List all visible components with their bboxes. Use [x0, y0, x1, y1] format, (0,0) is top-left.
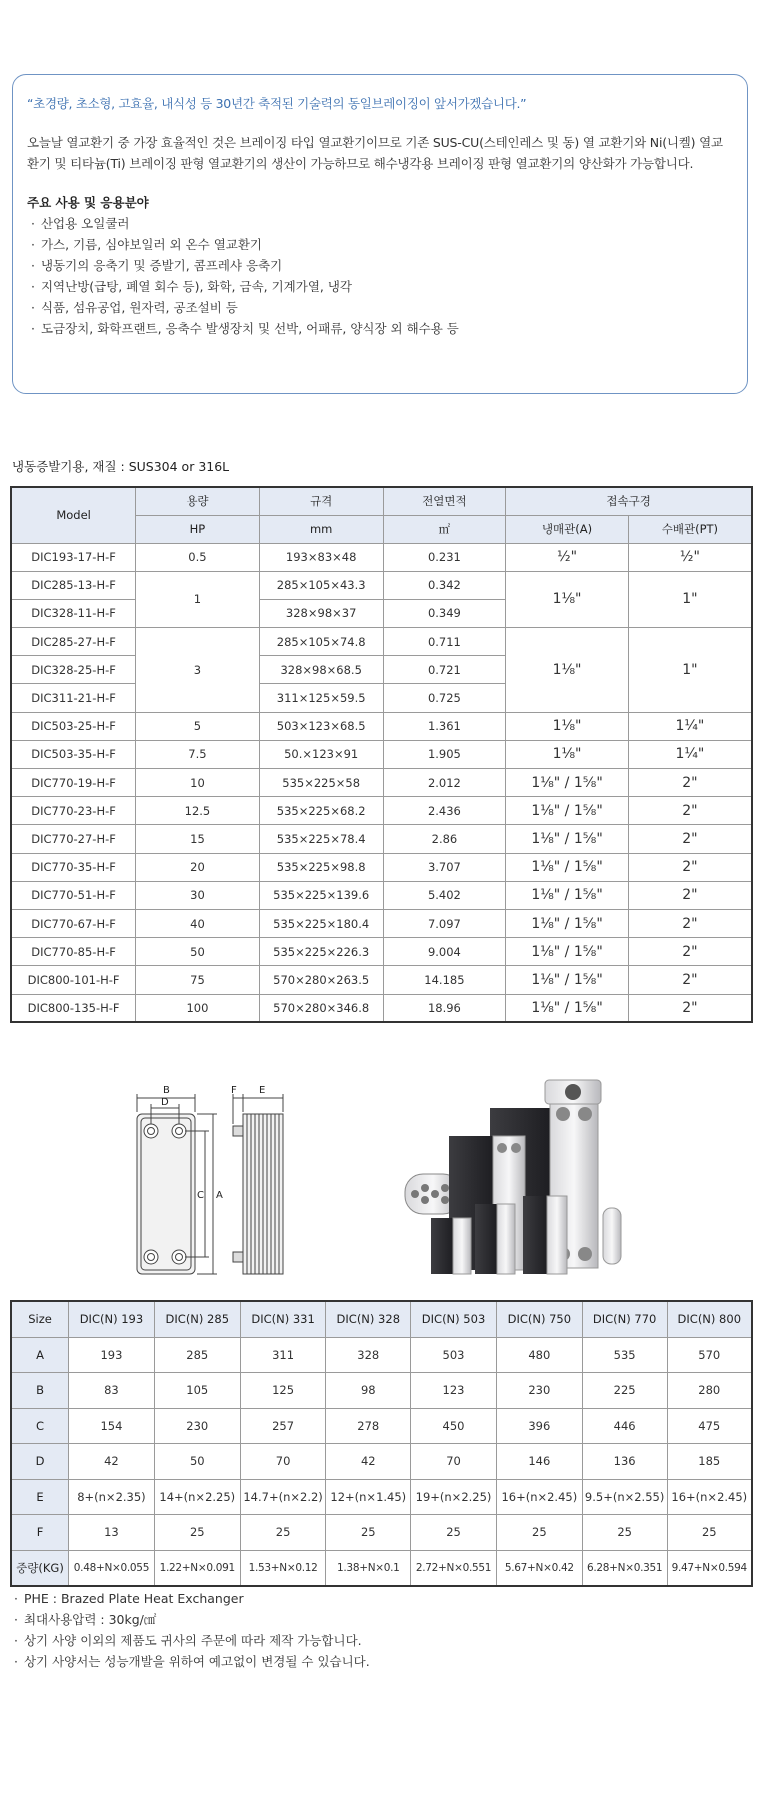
hp-cell: 10: [136, 769, 260, 797]
header-area-unit: ㎡: [383, 515, 506, 543]
size-cell: 9.5+(n×2.55): [582, 1479, 667, 1515]
refrigerant-cell: 1⅛" / 1⅝": [506, 994, 629, 1022]
size-column-header: DIC(N) 331: [240, 1301, 326, 1337]
size-cell: 14.7+(n×2.2): [240, 1479, 326, 1515]
refrigerant-cell: 1⅛": [506, 712, 629, 740]
area-cell: 9.004: [383, 938, 506, 966]
spec-caption: 냉동증발기용, 재질 : SUS304 or 316L: [12, 459, 230, 474]
diagram-label-c: C: [197, 1190, 204, 1201]
uses-item: · 가스, 기름, 심야보일러 외 온수 열교환기: [27, 234, 733, 255]
size-cell: 136: [582, 1444, 667, 1480]
water-cell: 2": [628, 966, 752, 994]
table-row: [11, 994, 752, 1022]
size-cell: 570×280×346.8: [259, 994, 383, 1022]
note-item: · 최대사용압력 : 30kg/㎠: [14, 1609, 370, 1630]
area-cell: 3.707: [383, 853, 506, 881]
model-cell: DIC770-67-H-F: [11, 909, 136, 937]
size-cell: 105: [154, 1373, 240, 1409]
size-cell: 25: [240, 1515, 326, 1551]
size-cell: 70: [411, 1444, 497, 1480]
area-cell: 1.361: [383, 712, 506, 740]
header-dimension: 규격: [259, 487, 383, 515]
size-cell: 285: [154, 1337, 240, 1373]
size-cell: 25: [326, 1515, 411, 1551]
model-cell: DIC311-21-H-F: [11, 684, 136, 712]
table-row: [11, 1408, 752, 1444]
uses-item: · 도금장치, 화학프랜트, 응축수 발생장치 및 선박, 어패류, 양식장 외 해수용 등: [27, 318, 733, 339]
size-cell: 25: [496, 1515, 582, 1551]
note-item: · 상기 사양서는 성능개발을 위하여 예고없이 변경될 수 있습니다.: [14, 1651, 370, 1672]
weight-cell: 1.38+N×0.1: [326, 1550, 411, 1586]
area-cell: 0.725: [383, 684, 506, 712]
table-row: [11, 966, 752, 994]
size-cell: 503: [411, 1337, 497, 1373]
water-cell: 2": [628, 909, 752, 937]
refrigerant-cell: 1⅛" / 1⅝": [506, 797, 629, 825]
model-cell: DIC770-35-H-F: [11, 853, 136, 881]
size-cell: 535×225×139.6: [259, 881, 383, 909]
size-cell: 535×225×68.2: [259, 797, 383, 825]
header-dimension-unit: mm: [259, 515, 383, 543]
size-cell: 230: [496, 1373, 582, 1409]
area-cell: 14.185: [383, 966, 506, 994]
water-cell: 2": [628, 853, 752, 881]
hp-cell: 3: [136, 628, 260, 713]
area-cell: 18.96: [383, 994, 506, 1022]
intro-body: 오늘날 열교환기 중 가장 효율적인 것은 브레이징 타입 열교환기이므로 기존 SUS-CU(스테인레스 및 동) 열 교환기와 Ni(니켈) 열교환기 및 티타늄(Ti) 브레이징 판형 열교환기의 생산이 가능하므로 해수냉각용 브레이징 판형 열교환기의 양산화가 가능합니다.: [27, 135, 723, 171]
refrigerant-cell: ½": [506, 543, 629, 571]
row-label: E: [11, 1479, 69, 1515]
size-cell: 311: [240, 1337, 326, 1373]
size-cell: 285×105×74.8: [259, 628, 383, 656]
header-water: 수배관(PT): [628, 515, 752, 543]
header-capacity-unit: HP: [136, 515, 260, 543]
row-label: B: [11, 1373, 69, 1409]
row-label: D: [11, 1444, 69, 1480]
size-column-header: DIC(N) 750: [496, 1301, 582, 1337]
size-cell: 25: [411, 1515, 497, 1551]
table-row: [11, 1515, 752, 1551]
table-row: [11, 769, 752, 797]
uses-title: 주요 사용 및 응용분야: [27, 195, 149, 210]
size-cell: 154: [69, 1408, 155, 1444]
table-row: [11, 1337, 752, 1373]
area-cell: 5.402: [383, 881, 506, 909]
size-cell: 278: [326, 1408, 411, 1444]
row-label: C: [11, 1408, 69, 1444]
uses-item: · 지역난방(급탕, 폐열 회수 등), 화학, 금속, 기계가열, 냉각: [27, 276, 733, 297]
size-column-header: DIC(N) 800: [667, 1301, 752, 1337]
water-cell: 1": [628, 628, 752, 713]
refrigerant-cell: 1⅛" / 1⅝": [506, 881, 629, 909]
water-cell: 1¼": [628, 740, 752, 768]
water-cell: 2": [628, 769, 752, 797]
size-column-header: DIC(N) 503: [411, 1301, 497, 1337]
hp-cell: 40: [136, 909, 260, 937]
diagram-label-f: F: [231, 1085, 237, 1096]
row-label: F: [11, 1515, 69, 1551]
size-cell: 535×225×78.4: [259, 825, 383, 853]
water-cell: 2": [628, 994, 752, 1022]
size-cell: 42: [69, 1444, 155, 1480]
size-cell: 450: [411, 1408, 497, 1444]
table-row: [11, 1444, 752, 1480]
hp-cell: 30: [136, 881, 260, 909]
size-column-header: DIC(N) 193: [69, 1301, 155, 1337]
size-cell: 16+(n×2.45): [496, 1479, 582, 1515]
row-label: 중량(KG): [11, 1550, 69, 1586]
size-cell: 16+(n×2.45): [667, 1479, 752, 1515]
size-cell: 12+(n×1.45): [326, 1479, 411, 1515]
size-cell: 535×225×226.3: [259, 938, 383, 966]
hp-cell: 1: [136, 571, 260, 627]
size-cell: 328×98×68.5: [259, 656, 383, 684]
table-row: [11, 1479, 752, 1515]
hp-cell: 12.5: [136, 797, 260, 825]
water-cell: 2": [628, 938, 752, 966]
size-cell: 535×225×98.8: [259, 853, 383, 881]
diagram-label-e: E: [259, 1085, 266, 1096]
refrigerant-cell: 1⅛": [506, 571, 629, 627]
model-cell: DIC285-27-H-F: [11, 628, 136, 656]
size-cell: 14+(n×2.25): [154, 1479, 240, 1515]
size-cell: 570×280×263.5: [259, 966, 383, 994]
size-cell: 285×105×43.3: [259, 571, 383, 599]
model-cell: DIC770-23-H-F: [11, 797, 136, 825]
water-cell: 1¼": [628, 712, 752, 740]
header-model: Model: [11, 487, 136, 543]
model-cell: DIC503-35-H-F: [11, 740, 136, 768]
hp-cell: 0.5: [136, 543, 260, 571]
refrigerant-cell: 1⅛" / 1⅝": [506, 825, 629, 853]
refrigerant-cell: 1⅛" / 1⅝": [506, 966, 629, 994]
size-cell: 25: [667, 1515, 752, 1551]
header-area: 전열면적: [383, 487, 506, 515]
uses-item: · 산업용 오일쿨러: [27, 213, 733, 234]
area-cell: 1.905: [383, 740, 506, 768]
table-row: [11, 571, 752, 599]
uses-item: · 냉동기의 응축기 및 증발기, 콤프레샤 응축기: [27, 255, 733, 276]
refrigerant-cell: 1⅛": [506, 740, 629, 768]
size-cell: 535×225×58: [259, 769, 383, 797]
size-cell: 535×225×180.4: [259, 909, 383, 937]
uses-list: [27, 213, 733, 339]
size-cell: 123: [411, 1373, 497, 1409]
area-cell: 2.012: [383, 769, 506, 797]
model-cell: DIC193-17-H-F: [11, 543, 136, 571]
area-cell: 0.711: [383, 628, 506, 656]
weight-cell: 1.53+N×0.12: [240, 1550, 326, 1586]
size-cell: 185: [667, 1444, 752, 1480]
model-cell: DIC800-135-H-F: [11, 994, 136, 1022]
header-connection: 접속구경: [506, 487, 752, 515]
weight-cell: 9.47+N×0.594: [667, 1550, 752, 1586]
model-cell: DIC800-101-H-F: [11, 966, 136, 994]
refrigerant-cell: 1⅛" / 1⅝": [506, 909, 629, 937]
model-cell: DIC328-25-H-F: [11, 656, 136, 684]
size-cell: 125: [240, 1373, 326, 1409]
spec-table: [10, 486, 753, 1023]
size-cell: 70: [240, 1444, 326, 1480]
table-row: [11, 881, 752, 909]
intro-box: [12, 74, 748, 394]
table-row: [11, 543, 752, 571]
size-cell: 13: [69, 1515, 155, 1551]
table-row: [11, 825, 752, 853]
size-cell: 50.×123×91: [259, 740, 383, 768]
size-cell: 446: [582, 1408, 667, 1444]
refrigerant-cell: 1⅛" / 1⅝": [506, 938, 629, 966]
hp-cell: 7.5: [136, 740, 260, 768]
size-cell: 25: [582, 1515, 667, 1551]
model-cell: DIC503-25-H-F: [11, 712, 136, 740]
model-cell: DIC770-85-H-F: [11, 938, 136, 966]
table-row: [11, 628, 752, 656]
size-cell: 42: [326, 1444, 411, 1480]
size-cell: 230: [154, 1408, 240, 1444]
size-cell: 570: [667, 1337, 752, 1373]
weight-cell: 5.67+N×0.42: [496, 1550, 582, 1586]
weight-cell: 2.72+N×0.551: [411, 1550, 497, 1586]
area-cell: 2.86: [383, 825, 506, 853]
size-cell: 257: [240, 1408, 326, 1444]
refrigerant-cell: 1⅛" / 1⅝": [506, 769, 629, 797]
intro-quote: “초경량, 초소형, 고효율, 내식성 등 30년간 축적된 기술력의 동일브레이징이 앞서가겠습니다.”: [27, 96, 527, 111]
model-cell: DIC285-13-H-F: [11, 571, 136, 599]
water-cell: 1": [628, 571, 752, 627]
size-cell: 503×123×68.5: [259, 712, 383, 740]
area-cell: 2.436: [383, 797, 506, 825]
diagram-label-d: D: [161, 1097, 169, 1108]
diagram-label-a: A: [216, 1190, 223, 1201]
size-cell: 396: [496, 1408, 582, 1444]
size-column-header: DIC(N) 770: [582, 1301, 667, 1337]
diagram-label-b: B: [163, 1085, 170, 1096]
size-column-header: DIC(N) 328: [326, 1301, 411, 1337]
table-row: [11, 938, 752, 966]
area-cell: 0.342: [383, 571, 506, 599]
size-cell: 475: [667, 1408, 752, 1444]
model-cell: DIC770-19-H-F: [11, 769, 136, 797]
table-row: [11, 712, 752, 740]
table-row: [11, 909, 752, 937]
size-cell: 25: [154, 1515, 240, 1551]
product-photo: [395, 1078, 640, 1286]
area-cell: 0.721: [383, 656, 506, 684]
note-item: · 상기 사양 이외의 제품도 귀사의 주문에 따라 제작 가능합니다.: [14, 1630, 370, 1651]
uses-item: · 식품, 섬유공업, 원자력, 공조설비 등: [27, 297, 733, 318]
size-table: [10, 1300, 753, 1587]
hp-cell: 75: [136, 966, 260, 994]
size-cell: 19+(n×2.25): [411, 1479, 497, 1515]
weight-cell: 0.48+N×0.055: [69, 1550, 155, 1586]
table-row: [11, 1373, 752, 1409]
size-cell: 311×125×59.5: [259, 684, 383, 712]
weight-cell: 1.22+N×0.091: [154, 1550, 240, 1586]
size-cell: 193×83×48: [259, 543, 383, 571]
size-cell: 328: [326, 1337, 411, 1373]
water-cell: 2": [628, 797, 752, 825]
size-cell: 225: [582, 1373, 667, 1409]
size-cell: 280: [667, 1373, 752, 1409]
size-cell: 328×98×37: [259, 599, 383, 627]
header-refrigerant: 냉매관(A): [506, 515, 629, 543]
weight-cell: 6.28+N×0.351: [582, 1550, 667, 1586]
table-row: [11, 1550, 752, 1586]
size-cell: 8+(n×2.35): [69, 1479, 155, 1515]
hp-cell: 50: [136, 938, 260, 966]
refrigerant-cell: 1⅛": [506, 628, 629, 713]
row-label: A: [11, 1337, 69, 1373]
model-cell: DIC328-11-H-F: [11, 599, 136, 627]
size-cell: 146: [496, 1444, 582, 1480]
area-cell: 0.231: [383, 543, 506, 571]
header-size: Size: [11, 1301, 69, 1337]
water-cell: 2": [628, 881, 752, 909]
size-cell: 193: [69, 1337, 155, 1373]
note-item: · PHE : Brazed Plate Heat Exchanger: [14, 1588, 370, 1609]
model-cell: DIC770-51-H-F: [11, 881, 136, 909]
area-cell: 0.349: [383, 599, 506, 627]
size-cell: 480: [496, 1337, 582, 1373]
table-row: [11, 797, 752, 825]
dimension-diagram: [115, 1084, 315, 1280]
size-cell: 50: [154, 1444, 240, 1480]
model-cell: DIC770-27-H-F: [11, 825, 136, 853]
hp-cell: 15: [136, 825, 260, 853]
size-cell: 535: [582, 1337, 667, 1373]
refrigerant-cell: 1⅛" / 1⅝": [506, 853, 629, 881]
hp-cell: 100: [136, 994, 260, 1022]
water-cell: 2": [628, 825, 752, 853]
header-capacity: 용량: [136, 487, 260, 515]
size-cell: 83: [69, 1373, 155, 1409]
size-cell: 98: [326, 1373, 411, 1409]
table-row: [11, 853, 752, 881]
size-column-header: DIC(N) 285: [154, 1301, 240, 1337]
notes: [14, 1588, 370, 1672]
hp-cell: 20: [136, 853, 260, 881]
hp-cell: 5: [136, 712, 260, 740]
area-cell: 7.097: [383, 909, 506, 937]
table-row: [11, 740, 752, 768]
water-cell: ½": [628, 543, 752, 571]
